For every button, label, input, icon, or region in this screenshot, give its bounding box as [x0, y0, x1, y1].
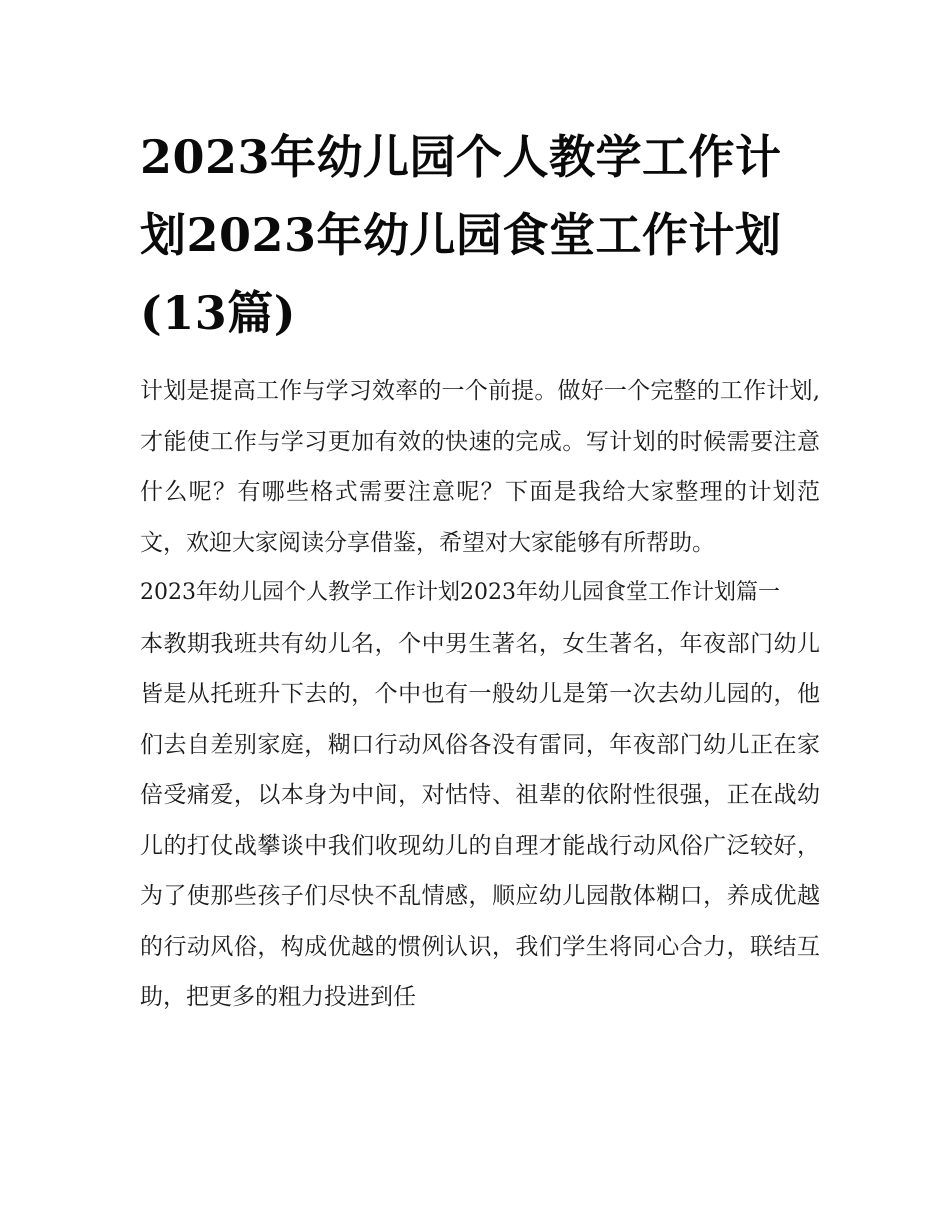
- body-paragraph: 本教期我班共有幼儿名，个中男生著名，女生著名，年夜部门幼儿皆是从托班升下去的，个中也有一般幼儿是第一次去幼儿园的，他们去自差别家庭，糊口行动风俗各没有雷同，年夜部门幼儿正在家倍受痛爱，以本身为中间，对怙恃、祖辈的依附性很强，正在战幼儿的打仗战攀谈中我们收现幼儿的自理才能战行动风俗广泛较好，为了使那些孩子们尽快不乱情感，顺应幼儿园散体糊口，养成优越的行动风俗，构成优越的惯例认识，我们学生将同心合力，联结互助，把更多的粗力投进到任: [140, 630, 820, 1010]
- section-heading: 2023年幼儿园个人教学工作计划2023年幼儿园食堂工作计划篇一: [140, 580, 780, 605]
- document-title: 2023年幼儿园个人教学工作计划2023年幼儿园食堂工作计划(13篇): [140, 130, 782, 340]
- document-content: [140, 118, 820, 1023]
- intro-paragraph: 计划是提高工作与学习效率的一个前提。做好一个完整的工作计划,才能使工作与学习更加有效的快速的完成。写计划的时候需要注意什么呢？有哪些格式需要注意呢？下面是我给大家整理的计划范文，欢迎大家阅读分享借鉴，希望对大家能够有所帮助。: [140, 378, 820, 556]
